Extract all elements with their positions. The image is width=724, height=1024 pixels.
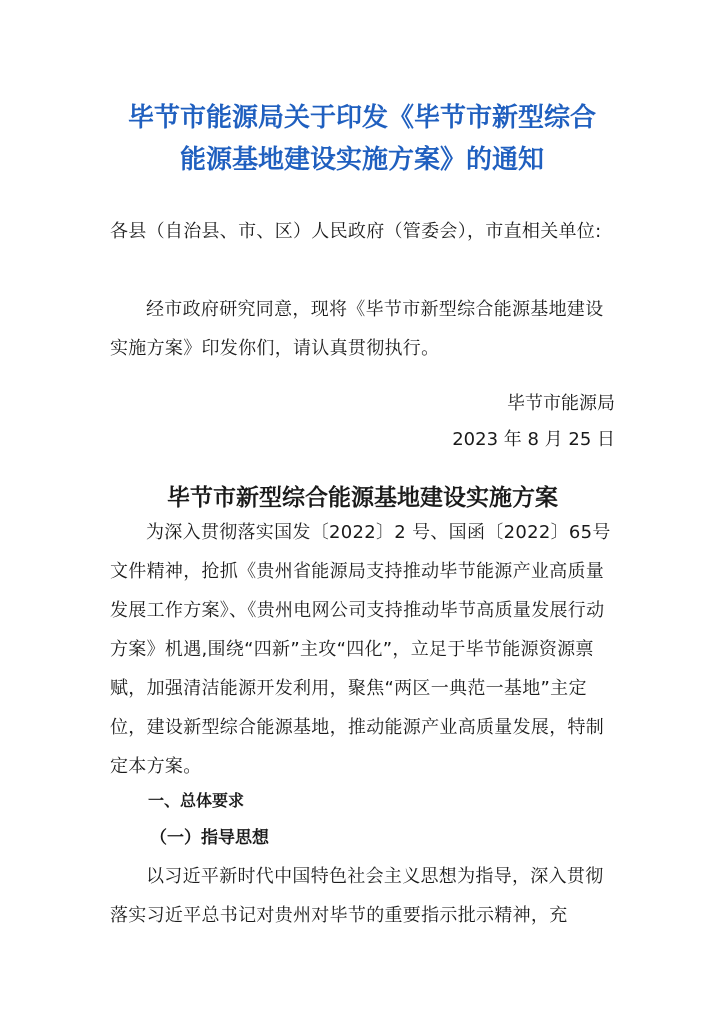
recipients-text: 各县（自治县、市、区）人民政府（管委会），市直相关单位: <box>110 221 602 242</box>
issuer-name: 毕节市能源局 <box>507 393 615 414</box>
section-heading-overall-requirements: 一、总体要求 <box>148 791 245 810</box>
notice-title <box>100 97 624 181</box>
issue-date: 2023 年 8 月 25 日 <box>452 429 615 450</box>
subsection-heading-guiding-ideology: （一）指导思想 <box>150 828 269 848</box>
plan-title: 毕节市新型综合能源基地建设实施方案 <box>167 485 558 511</box>
notice-title-line1: 毕节市能源局关于印发《毕节市新型综合 <box>127 103 596 133</box>
plan-intro-text: 为深入贯彻落实国发〔2022〕2 号、国函〔2022〕65号文件精神，抢抓《贵州省能源局支持推动毕节能源产业高质量发展工作方案》、《贵州电网公司支持推动毕节高质量发展行动方案》机遇,围绕“四新”主攻“四化”，立足于毕节能源资源禀赋，加强清洁能源开发利用，聚焦“两区一典范一基地”主定位，建设新型综合能源基地，推动能源产业高质量发展，特制定本方案。 <box>110 522 611 777</box>
notice-body-text: 经市政府研究同意，现将《毕节市新型综合能源基地建设实施方案》印发你们，请认真贯彻执行。 <box>110 299 604 359</box>
notice-title-line2: 能源基地建设实施方案》的通知 <box>179 145 544 175</box>
guiding-ideology-text: 以习近平新时代中国特色社会主义思想为指导，深入贯彻落实习近平总书记对贵州对毕节的重要指示批示精神，充 <box>110 866 604 926</box>
